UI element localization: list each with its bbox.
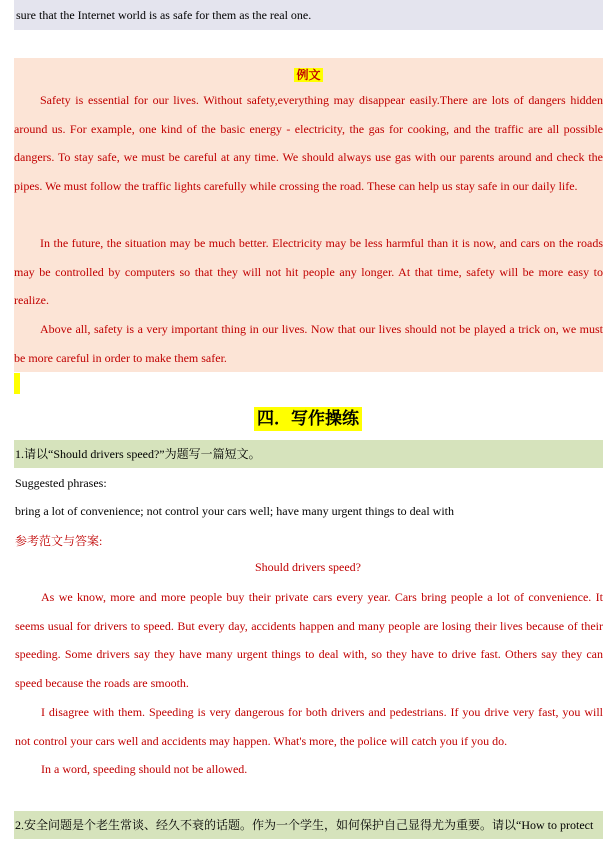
answer-label: 参考范文与答案:	[15, 534, 103, 548]
section-heading-text: 四．写作操练	[254, 407, 362, 431]
essay-paragraph: As we know, more and more people buy their private cars every year. Cars bring people a lot of convenience. It seems usual for drivers to speed. But every day, accidents happen and many people are losing their lives because of their speeding. Some drivers say they have many urgent things to deal with, so they have to drive fast. Others say they can speed because the roads are smooth.	[15, 590, 603, 691]
suggested-phrases-label: Suggested phrases:	[15, 476, 107, 490]
essay-title: Should drivers speed?	[255, 560, 361, 574]
example-paragraph-1	[14, 86, 603, 201]
example-title	[14, 66, 603, 83]
question-2-prompt	[14, 811, 603, 839]
example-paragraph-text: In the future, the situation may be much better. Electricity may be less harmful than it is now, and cars on the roads may be controlled by computers so that they will not hit people any longer. At that time, safety will be more easy to realize.	[14, 236, 603, 308]
example-essay-box	[14, 58, 603, 372]
example-title-label: 例文	[296, 68, 321, 82]
previous-paragraph-text: sure that the Internet world is as safe for them as the real one.	[16, 8, 312, 22]
question-2-text: 2.安全问题是个老生常谈、经久不衰的话题。作为一个学生，如何保护自己显得尤为重要。请以“How to protect	[15, 818, 594, 832]
example-paragraph-text: Safety is essential for our lives. Without safety,everything may disappear easily.There are lots of dangers hidden around us. For example, one kind of the basic energy - electricity, the gas for cooking, and the traffic are all possible dangers. To stay safe, we must be careful at any time. We should always use gas with our parents around and check the pipes. We must follow the traffic lights carefully while crossing the road. These can help us stay safe in our daily life.	[14, 93, 603, 194]
question-1-text: 1.请以“Should drivers speed?”为题写一篇短文。	[15, 447, 261, 461]
question-1-prompt	[14, 440, 603, 468]
highlight-marker	[14, 373, 20, 394]
previous-paragraph-end	[14, 0, 603, 30]
example-paragraph-3	[14, 315, 603, 372]
section-heading	[0, 404, 616, 429]
essay-paragraph: In a word, speeding should not be allowed.	[41, 762, 248, 777]
suggested-phrases: bring a lot of convenience; not control your cars well; have many urgent things to deal with	[15, 504, 454, 518]
example-paragraph-2	[14, 229, 603, 315]
example-paragraph-text: Above all, safety is a very important thing in our lives. Now that our lives should not be played a trick on, we must be more careful in order to make them safer.	[14, 322, 603, 365]
essay-paragraph: I disagree with them. Speeding is very dangerous for both drivers and pedestrians. If you drive very fast, you will not control your cars well and accidents may happen. What's more, the police will catch you if you do.	[15, 704, 603, 748]
sample-essay	[15, 583, 603, 784]
